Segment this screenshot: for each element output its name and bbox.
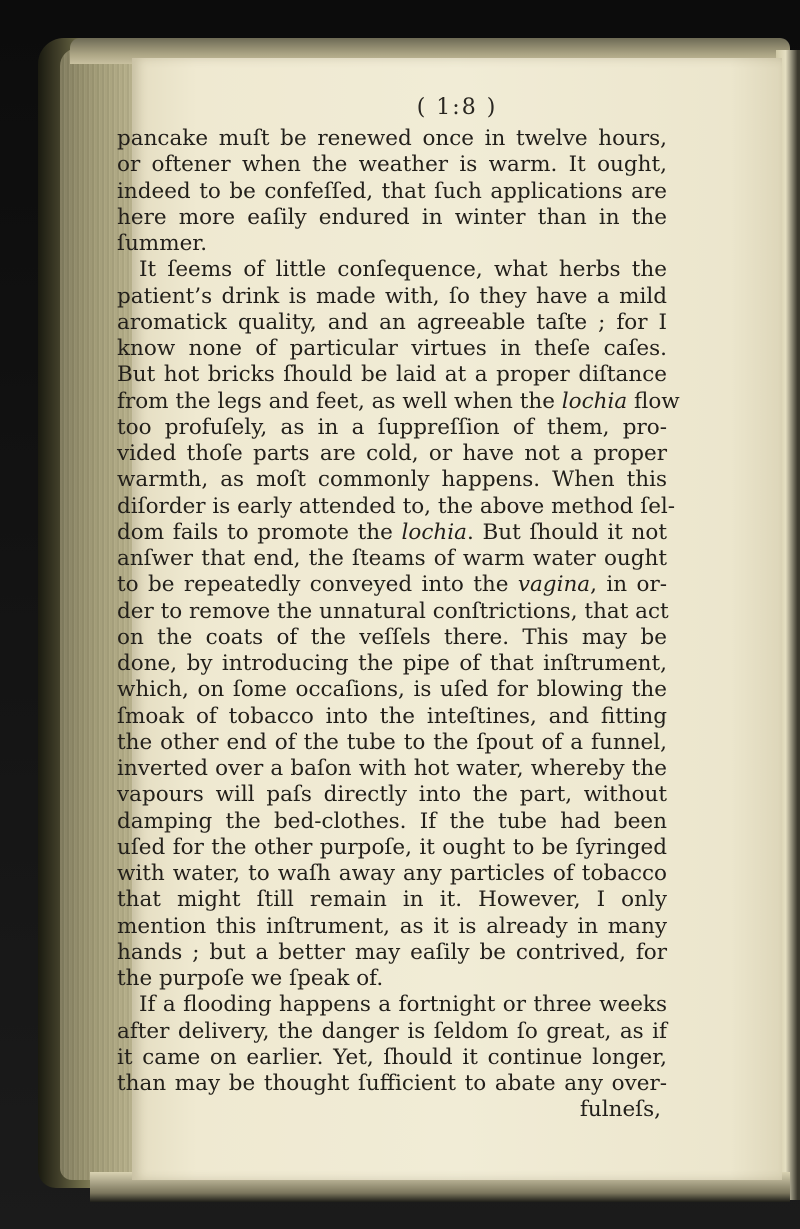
text-line: the purpoſe we ſpeak of. [117,966,384,991]
text-line: vapours will paſs directly into the part, without [117,782,667,808]
text-line: mention this inſtrument, as it is already in many [117,913,667,939]
text-line: too profuſely, as in a ſuppreſſion of them, pro- [117,414,667,440]
text-line: warmth, as moſt commonly happens. When this [117,467,667,493]
paragraph-start-line: It ſeems of little conſequence, what herbs the [139,257,667,283]
catchword-line: fulneſs, [579,1097,661,1123]
text-line: done, by introducing the pipe of that inſtrument, [117,651,667,676]
text-line: aromatick quality, and an agreeable taſte ; for I [117,309,667,335]
text-line: know none of particular virtues in theſe caſes. [117,336,667,361]
text-line: the other end of the tube to the ſpout of a funnel, [117,729,667,755]
text-line: anſwer that end, the ſteams of warm water ought [117,546,667,571]
text-line: than may be thought ſufficient to abate any over- [117,1071,667,1096]
text-line: diſorder is early attended to, the above method ſel- [117,493,676,519]
text-line: with water, to waſh away any particles of tobacco [117,861,667,886]
text-line: to be repeatedly conveyed into the vagina, in or- [117,572,667,598]
text-line: dom fails to promote the lochia. But ſhould it not [117,519,667,545]
text-line: der to remove the unnatural conſtrictions, that act [117,598,669,624]
page-body-text [117,126,680,1124]
text-line: here more eaſily endured in winter than in the [117,204,667,230]
text-line: it came on earlier. Yet, ſhould it continue longer, [117,1044,667,1070]
text-line: that might ſtill remain in it. However, I only [117,887,667,913]
text-line: patient’s drink is made with, ſo they have a mild [117,283,667,309]
text-line: uſed for the other purpoſe, it ought to be ſyringed [117,834,667,860]
text-line: or oftener when the weather is warm. It ought, [117,152,667,178]
page-number-header: ( 1:8 ) [416,95,498,120]
text-line: ſummer. [117,231,208,256]
text-line: hands ; but a better may eaſily be contrived, for [117,939,667,965]
text-line: inverted over a baſon with hot water, whereby the [117,756,667,781]
text-line: from the legs and feet, as well when the lochia flow [117,388,680,414]
text-line: indeed to be confeſſed, that ſuch applications are [117,178,667,204]
text-line: ſmoak of tobacco into the inteſtines, and fitting [117,703,667,729]
text-line: after delivery, the danger is ſeldom ſo great, as if [117,1018,667,1044]
text-line: pancake muſt be renewed once in twelve hours, [117,126,667,151]
text-line: which, on ſome occaſions, is uſed for blowing the [117,677,667,703]
text-line: damping the bed-clothes. If the tube had been [117,808,667,834]
text-line: But hot bricks ſhould be laid at a proper diſtance [117,362,667,388]
paragraph-start-line: If a flooding happens a fortnight or three weeks [139,992,667,1018]
text-line: vided thoſe parts are cold, or have not a proper [117,441,667,466]
text-line: on the coats of the veſſels there. This may be [117,624,667,650]
